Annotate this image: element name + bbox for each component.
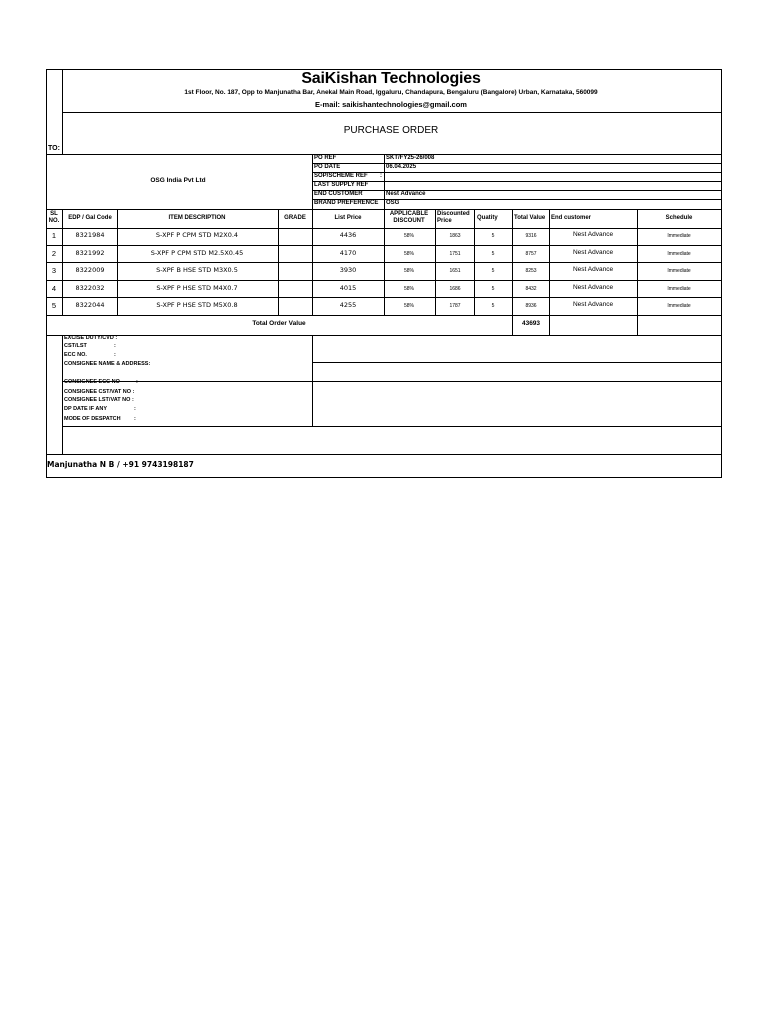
cst-lst-label: CST/LST <box>64 343 87 349</box>
row-end-customer: Nest Advance <box>572 249 614 256</box>
dp-date-label: DP DATE IF ANY <box>64 406 107 412</box>
col-discounted-line1: Discounted <box>437 211 470 217</box>
row-end-customer: Nest Advance <box>572 301 614 308</box>
row-edp: 8322044 <box>75 301 105 309</box>
col-description: ITEM DESCRIPTION <box>168 215 226 221</box>
row-quantity: 5 <box>491 303 495 309</box>
row-end-customer: Nest Advance <box>572 231 614 238</box>
row-total: 8432 <box>525 286 537 292</box>
row-discounted-price: 1787 <box>449 303 461 309</box>
row-list-price: 4170 <box>339 249 357 257</box>
col-quantity: Quatity <box>477 215 498 221</box>
row-total: 8253 <box>525 268 537 274</box>
row-list-price: 4255 <box>339 301 357 309</box>
consignee-ecc-colon: : <box>136 379 138 385</box>
col-sl-line2: NO. <box>48 218 60 224</box>
row-total: 8936 <box>525 303 537 309</box>
to-label: TO: <box>48 145 60 152</box>
row-total: 9316 <box>525 233 537 239</box>
row-schedule: Immediate <box>667 286 691 292</box>
row-description: S-XPF B HSE STD M3X0.5 <box>156 266 238 274</box>
row-sl: 1 <box>51 231 57 240</box>
row-schedule: Immediate <box>667 303 691 309</box>
col-list-price: List Price <box>334 215 362 221</box>
consignee-name-label: CONSIGNEE NAME & ADDRESS: <box>64 361 151 367</box>
row-description: S-XPF P CPM STD M2.5X0.45 <box>150 249 244 257</box>
row-list-price: 3930 <box>339 266 357 274</box>
row-discounted-price: 1751 <box>449 251 461 257</box>
company-name: SaiKishan Technologies <box>301 70 481 87</box>
row-edp: 8321992 <box>75 249 105 257</box>
row-discount: 58% <box>403 233 415 239</box>
col-discounted-line2: Price <box>437 218 452 224</box>
end-customer-label: END CUSTOMER <box>314 191 363 197</box>
row-quantity: 5 <box>491 286 495 292</box>
brand-preference-value: OSG <box>386 200 400 206</box>
col-grade: GRADE <box>284 215 306 221</box>
row-sl: 2 <box>51 249 57 258</box>
row-discount: 58% <box>403 251 415 257</box>
sop-scheme-label: SOP/SCHEME REF <box>314 173 368 179</box>
company-email: E-mail: saikishantechnologies@gmail.com <box>315 100 467 109</box>
despatch-mode-colon: : <box>134 416 136 422</box>
row-schedule: Immediate <box>667 268 691 274</box>
row-discount: 58% <box>403 268 415 274</box>
row-end-customer: Nest Advance <box>572 284 614 291</box>
row-description: S-XPF P HSE STD M4X0.7 <box>156 284 238 292</box>
row-quantity: 5 <box>491 233 495 239</box>
ecc-no-label: ECC NO. <box>64 352 87 358</box>
consignee-ecc-label: CONSIGNEE ECC NO <box>64 379 120 385</box>
po-ref-value: SKT/FY25-26/008 <box>386 155 435 161</box>
row-sl: 5 <box>51 301 57 310</box>
row-discounted-price: 1651 <box>449 268 461 274</box>
col-end-customer: End customer <box>551 215 592 221</box>
row-schedule: Immediate <box>667 233 691 239</box>
row-sl: 3 <box>51 266 57 275</box>
row-description: S-XPF P CPM STD M2X0.4 <box>155 231 239 239</box>
dp-date-colon: : <box>134 406 136 412</box>
po-date-value: 06.04.2025 <box>386 164 417 170</box>
row-end-customer: Nest Advance <box>572 266 614 273</box>
supplier-name: OSG India Pvt Ltd <box>150 177 206 184</box>
col-schedule: Schedule <box>665 215 693 221</box>
document-title: PURCHASE ORDER <box>343 125 439 136</box>
row-edp: 8322032 <box>75 284 105 292</box>
cst-lst-colon: : <box>114 343 116 349</box>
contact-line: Manjunatha N B / +91 9743198187 <box>47 460 194 469</box>
brand-preference-label: BRAND PREFERENCE <box>314 200 379 206</box>
row-schedule: Immediate <box>667 251 691 257</box>
col-total-value: Total Value <box>514 215 546 221</box>
col-sl-line1: SL <box>50 211 58 217</box>
row-discount: 58% <box>403 303 415 309</box>
excise-duty-label: EXCISE DUTY/CVD : <box>64 335 118 341</box>
col-discount-line2: DISCOUNT <box>393 218 425 224</box>
row-discounted-price: 1863 <box>449 233 461 239</box>
row-list-price: 4436 <box>339 231 357 239</box>
total-order-label: Total Order Value <box>252 320 306 327</box>
row-sl: 4 <box>51 284 57 293</box>
row-edp: 8321984 <box>75 231 105 239</box>
despatch-mode-label: MODE OF DESPATCH <box>64 416 121 422</box>
last-supply-label: LAST SUPPLY REF <box>314 182 369 188</box>
consignee-cst-label: CONSIGNEE CST/VAT NO : <box>64 389 135 395</box>
total-order-value: 43693 <box>521 320 541 327</box>
po-date-label: PO DATE <box>314 164 341 170</box>
ecc-no-colon: : <box>114 352 116 358</box>
row-quantity: 5 <box>491 251 495 257</box>
end-customer-value: Nest Advance <box>386 191 426 197</box>
col-discount-line1: APPLICABLE <box>389 211 429 217</box>
col-edp: EDP / Gal Code <box>68 215 112 221</box>
row-description: S-XPF P HSE STD M5X0.8 <box>156 301 238 309</box>
po-ref-label: PO REF <box>314 155 337 161</box>
row-list-price: 4015 <box>339 284 357 292</box>
consignee-lst-label: CONSIGNEE LST/VAT NO : <box>64 397 134 403</box>
row-total: 8757 <box>525 251 537 257</box>
sop-scheme-colon: : <box>380 173 382 179</box>
row-discounted-price: 1686 <box>449 286 461 292</box>
row-quantity: 5 <box>491 268 495 274</box>
row-discount: 58% <box>403 286 415 292</box>
company-address: 1st Floor, No. 187, Opp to Manjunatha Bar, Anekal Main Road, Iggaluru, Chandapura, Bengaluru (Bangalore) Urban, Karnataka, 560099 <box>184 89 598 96</box>
row-edp: 8322009 <box>75 266 105 274</box>
